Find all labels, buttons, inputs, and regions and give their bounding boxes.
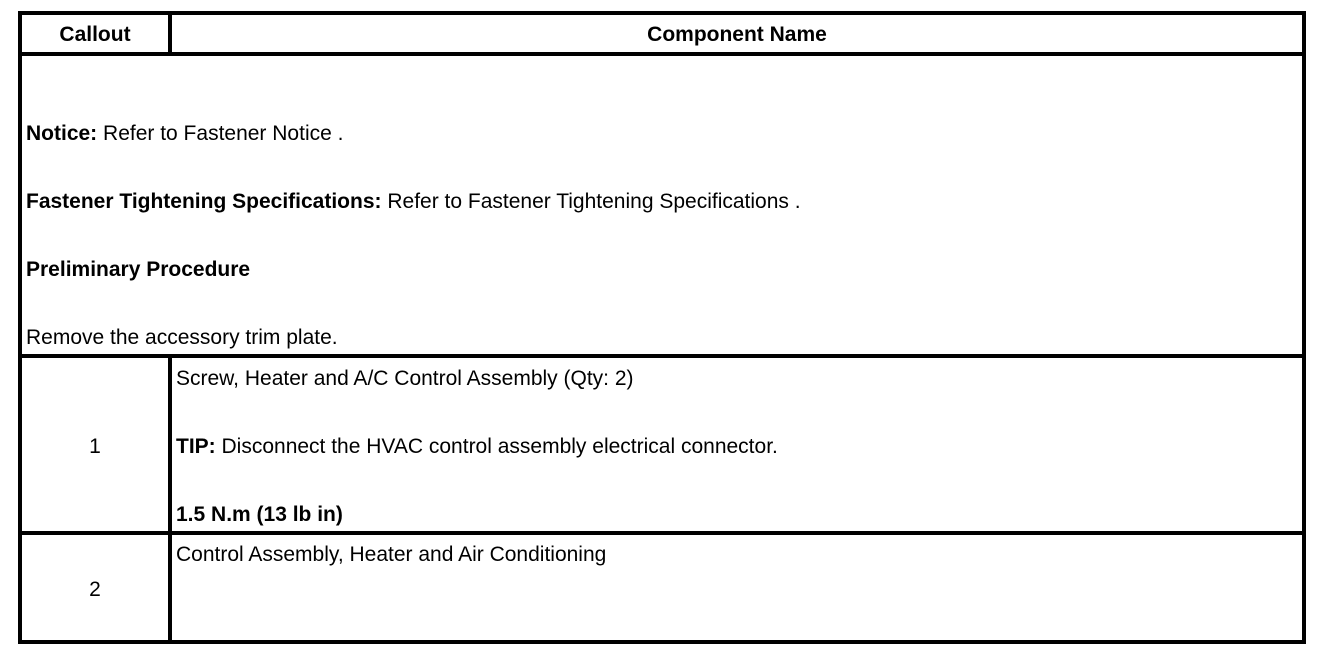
row1-torque (176, 503, 343, 527)
notice-label: Notice: (26, 122, 98, 145)
preliminary-procedure-heading (26, 258, 250, 282)
row2-component-name: Control Assembly, Heater and Air Conditioning (176, 543, 607, 566)
fastener-spec-text: Refer to Fastener Tightening Specifications . (381, 190, 801, 213)
intro-divider (22, 354, 1302, 358)
notice-text: Refer to Fastener Notice . (97, 122, 344, 145)
row1-component-name: Screw, Heater and A/C Control Assembly (Qty: 2) (176, 367, 634, 390)
row2-callout: 2 (89, 578, 101, 601)
fastener-spec-line (26, 190, 801, 214)
rows-column-divider (168, 354, 172, 644)
row1-tip-label: TIP: (176, 435, 216, 458)
preliminary-procedure-text: Remove the accessory trim plate. (26, 326, 338, 349)
row1-tip-line (176, 435, 778, 459)
preliminary-procedure-label: Preliminary Procedure (26, 258, 251, 281)
component-table (18, 11, 1306, 644)
row1-callout: 1 (89, 435, 101, 458)
row1-divider (22, 531, 1302, 535)
row1-tip-text: Disconnect the HVAC control assembly electrical connector. (215, 435, 778, 458)
fastener-spec-label: Fastener Tightening Specifications: (26, 190, 382, 213)
header-divider (22, 52, 1302, 56)
notice-line (26, 122, 343, 146)
component-name-header: Component Name (647, 23, 827, 46)
row1-torque-value: 1.5 N.m (13 lb in) (176, 503, 343, 526)
callout-header: Callout (59, 23, 131, 46)
